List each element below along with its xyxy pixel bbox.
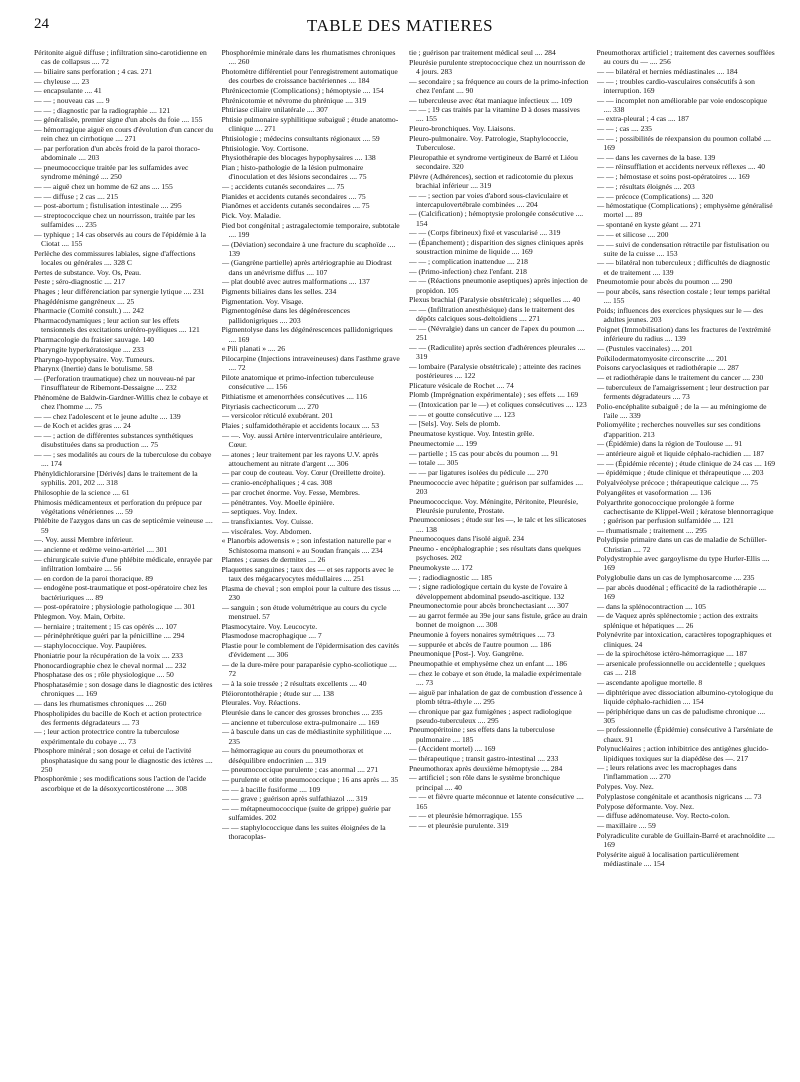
index-entry: — (Perforation traumatique) chez un nouveau-né par l'insufflateur de Ribemont-Dessaigne .... 232 [34,373,196,393]
index-entry: — — métapneumococcique (suite de grippe) guérie par sulfamides. 202 [221,804,391,823]
index-entry: — pneumococcique traitée par les sulfamides avec syndrome méningé .... 250 [34,162,189,182]
index-entry: — antérieure aiguë et liquide céphalo-rachidien .... 187 [596,449,765,459]
index-entry: — pénétrantes. Voy. Moelle épinière. [221,497,335,507]
index-entry: — — aiguë chez un homme de 62 ans .... 155 [34,181,173,191]
index-entry: Pharmacodynamiques ; leur action sur les effets tensionnels des excitations urétéro-pyéliques .... 121 [34,316,200,335]
index-entry: Pléiorontothérapie ; étude sur .... 138 [221,688,334,698]
index-entry: — ; accidents cutanés secondaires .... 75 [221,181,345,191]
index-entry: Polyradiculite curable de Guillain-Barré et arachnoïdite .... 169 [596,830,775,849]
index-entry: tie ; guérison par traitement médical seul .... 284 [409,48,556,57]
index-entry: Phényldichlorarsine [Dérivés] dans le traitement de la syphilis. 201, 202 .... 318 [34,468,198,488]
index-entry: Poids; influences des exercices physiques sur le — des adultes jeunes. 203 [596,305,764,325]
index-entry: Phosphorémie minérale dans les rhumatismes chroniques .... 260 [221,48,396,67]
index-entry: — ; radiodiagnostic .... 185 [409,572,493,582]
index-entry: Phtiriase ciliaire unilatérale .... 307 [221,105,328,115]
index-entry: — pour abcès, sans résection costale ; leur temps pariétal .... 155 [596,287,771,306]
index-entry: Phosphore minéral ; son dosage et celui de l'activité phosphatasique du sang pour le diagnostic des ictères .... 250 [34,746,213,774]
index-entry: — sanguin ; son étude volumétrique au cours du cycle menstruel. 57 [221,602,387,621]
index-entry: — aiguë par inhalation de gaz de combustion d'essence à plomb tétra-éthyle .... 295 [409,687,583,706]
index-entry: Polypes. Voy. Nez. [596,782,654,792]
index-entry: — ancienne et tuberculose extra-pulmonaire .... 169 [221,717,380,727]
index-entry: Polynucléaires ; action inhibitrice des antigènes glucido-lipidiques toxiques sur la diapédèse des —. 217 [596,744,769,763]
index-entry: — post-opératoire ; physiologie pathologique .... 301 [34,602,196,612]
index-entry: Pharynx (Inertie) dans le botulisme. 58 [34,364,153,374]
index-entry: Phoniatrie pour la récupération de la voix .... 233 [34,650,183,660]
index-entry: — versicolor réticulé exubérant. 201 [221,411,334,421]
index-entry: — viscérales. Voy. Abdomen. [221,526,312,536]
index-entry: — — ; hémostase et soins post-opératoires .... 169 [596,172,750,182]
index-entry: Pleurésie purulente streptococcique chez un nourrisson de 4 jours. 283 [409,57,586,76]
index-entry: Pneumokyste .... 172 [409,562,473,572]
index-entry: Pleurales. Voy. Réactions. [221,698,301,708]
index-entry: — staphylococcique. Voy. Paupières. [34,641,147,651]
index-entry: Polyalvéolyse précoce ; thérapeutique calcique .... 75 [596,478,759,488]
index-entry: Polydystrophie avec gargoylisme du type Hurler-Ellis .... 169 [596,554,770,573]
index-entry: Pityriasis cachecticorum .... 270 [221,401,319,411]
index-entry: Poliomyélite ; recherches nouvelles sur ses conditions d'apparition. 213 [596,420,761,439]
index-entry: Peste ; séro-diagnostic .... 217 [34,277,126,287]
index-entry: — arsenicale professionnelle ou accidentelle ; quelques cas .... 218 [596,659,766,678]
index-entry: Polyplastose congénitale et acanthosis nigricans .... 73 [596,791,762,801]
index-entry: — ancienne et œdème veino-artériel .... 301 [34,545,168,555]
index-entry: Pilocarpine (Injections intraveineuses) dans l'asthme grave .... 72 [221,354,400,373]
index-entry: — extra-pleural ; 4 cas .... 187 [596,114,689,124]
index-entry: Plicature vésicale de Rochet .... 74 [409,380,514,390]
index-entry: Perlèche des commissures labiales, signe d'affections locales ou générales .... 328 C [34,248,196,267]
index-entry: — pneumococcique purulente ; cas anormal .... 271 [221,765,379,775]
index-entry: Phénomène de Baldwin-Gardner-Willis chez le cobaye et chez l'homme .... 75 [34,392,209,412]
index-entry: Pianômes et accidents cutanés secondaires .... 75 [221,201,370,211]
index-entry: Pneumonectomie pour abcès bronchectasiant .... 307 [409,601,569,611]
index-entry: Pleuro-bronchiques. Voy. Liaisons. [409,124,516,134]
index-entry: Pleurésie dans le cancer des grosses bronches .... 235 [221,708,383,718]
index-entry: Pian ; histo-pathologie de la lésion pulmonaire d'inoculation et des lésions secondaires .... 75 [221,162,367,182]
index-entry: Pertes de substance. Voy. Os, Peau. [34,267,142,277]
index-entry: — —. Voy. aussi Artère interventriculaire antérieure, Cœur. [221,430,383,449]
index-entry: — — ; cas .... 235 [596,124,652,134]
index-entry: — — dans les cavernes de la base. 139 [596,152,716,162]
index-entry: Phrénicectomie (Complications) ; hémoptysie .... 154 [221,85,384,95]
index-entry: Phosphatasémie ; son dosage dans le diagnostic des ictères chroniques .... 169 [34,679,213,699]
index-entry: Physiothérapie des blocages hypophysaires .... 138 [221,153,376,163]
index-entry: — chronique par gaz fumigènes ; aspect radiologique pseudo-tuberculeux .... 295 [409,706,572,725]
index-columns [34,48,776,1070]
index-entry: — — bilatéral non tuberculeux ; difficultés de diagnostic et de traitement .... 139 [596,258,771,277]
index-entry: — (Primo-infection) chez l'enfant. 218 [409,266,527,276]
index-entry: — totale .... 305 [409,458,459,468]
index-entry: — de Koch et acides gras .... 24 [34,421,131,431]
index-entry: Pneumonique [Post-]. Voy. Gangrène. [409,649,524,659]
page-header [34,16,766,38]
index-entry: Plastie pour le comblement de l'épidermisation des cavités d'évidement .... 306 [221,641,399,660]
index-entry: — — ; ses modalités au cours de la tuberculose du cobaye .... 174 [34,450,212,469]
index-entry: — — réinsufflation et accidents nerveux réflexes .... 40 [596,162,766,172]
index-entry: — artificiel ; son rôle dans le système bronchique principal .... 40 [409,773,560,792]
index-entry: — — ; résultats éloignés .... 203 [596,181,695,191]
index-entry: — endogène post-traumatique et post-opératoire chez les bactériuriques .... 89 [34,583,208,602]
index-entry: Poignet (Immobilisation) dans les fractures de l'extrémité inférieure du radius .... 139 [596,324,771,344]
index-entry: — — (Réactions pneumonie aseptiques) après injection de propidon. 105 [409,276,588,295]
index-entry: — — et pleurésie purulente. 319 [409,820,509,830]
index-entry: — herniaire ; traitement ; 15 cas opérés .... 107 [34,621,177,631]
index-entry: Polyarthrite gonococcique prolongée à forme cachectisante de Klippel-Weil ; kératose blennorragique ; guérison par perfusion sulfamidée .... 121 [596,497,774,525]
index-entry: — partielle ; 15 cas pour abcès du poumon .... 91 [409,448,559,458]
index-entry: Péritonite aiguë diffuse ; infiltration sino-carotidienne en cas de collapsus .... 72 [34,48,207,67]
index-entry: — de Vaquez après splénectomie ; action des extraits splénique et hépatiques .... 26 [596,611,758,630]
index-entry: Phonocardiographie chez le cheval normal .... 232 [34,660,187,670]
index-entry: — — incomplet non améliorable par voie endoscopique .... 338 [596,95,768,114]
index-entry: — à la soie tressée ; 2 résultats excellents .... 40 [221,678,367,688]
index-entry: — (Intoxication par le —) et coliques consécutives .... 123 [409,400,587,410]
index-entry: Phrénicotomie et névrome du phrénique .... 319 [221,95,367,105]
index-entry: — — chez l'adolescent et le jeune adulte .... 139 [34,411,181,421]
index-entry: — (Accident mortel) .... 169 [409,744,496,754]
index-entry: Polynévrite par intoxication, caractères topographiques et cliniques. 24 [596,630,772,649]
index-entry: — ; leur action protectrice contre la tuberculose expérimentale du cobaye .... 73 [34,727,180,746]
index-entry: — — ; section par voies d'abord sous-claviculaire et intercapulovertébrale combinées .... 204 [409,190,569,209]
index-entry: — — et silicose .... 200 [596,229,669,239]
index-column [34,48,214,1070]
index-entry: — — ; 19 cas traités par la vitamine D à doses massives .... 155 [409,105,580,124]
index-entry: — ascendante apoligue mortelle. 8 [596,677,703,687]
index-entry: — ; signe radiologique certain du kyste de l'ovaire à développement abdominal pseudo-ascitique. 132 [409,582,568,601]
index-entry: Pneumectomie .... 199 [409,438,477,448]
index-entry: Phospholipides du bacille de Koch et action protectrice des ferments dégradateurs .... 73 [34,708,202,727]
index-entry: Plaies ; sulfamidothérapie et accidents locaux .... 53 [221,420,380,430]
index-entry: Pithiatisme et amenorrhées consécutives .... 116 [221,391,367,401]
page-number: 24 [34,16,49,32]
index-entry: Poïkilodermatomyosite circonscrite .... 201 [596,353,728,363]
index-entry: — diphtérique avec dissociation albumino-cytologique du liquide céphalo-rachidien .... 154 [596,687,774,706]
index-entry: — de la dure-mère pour paraparésie cypho-scoliotique .... 72 [221,660,397,679]
index-column [597,48,777,1070]
index-entry: — — précoce (Complications) .... 320 [596,191,714,201]
index-entry: Pick. Voy. Maladie. [221,210,281,220]
index-entry: — — et pleurésie hémorragique. 155 [409,811,523,821]
index-entry: Phosphorémie ; ses modifications sous l'action de l'acide ascorbique et de la désoxycorticostérone .... 308 [34,774,207,793]
index-entry: Pigments biliaires dans les selles. 234 [221,287,337,297]
index-entry: — — suivi de condensation rétractile par fistulisation ou suite de la cuisse .... 153 [596,239,770,258]
index-entry: Pneumothorax après deuxième hémoptysie .... 284 [409,763,563,773]
index-column [222,48,402,1070]
index-entry: Pneumoconioses ; étude sur les —, le talc et les silicatoses .... 138 [409,515,587,534]
index-entry: « Planorbis adowensis » ; son infestation naturelle par « Schistosoma mansoni » au Soudan français .... 234 [221,536,392,555]
index-entry: Polydipsie primaire dans un cas de maladie de Schüller-Christian .... 72 [596,535,767,554]
index-entry: Polypose déformante. Voy. Nez. [596,801,695,811]
index-entry: Photomètre différentiel pour l'enregistrement automatique des courbes de croissance bactériennes .... 184 [221,66,398,86]
index-entry: — professionnelle (Épidémie) consécutive à l'arséniate de chaux. 91 [596,725,773,744]
index-entry: Pharmacie (Comité consult.) .... 242 [34,306,144,316]
index-entry: — à bascule dans un cas de médiastinite syphilitique .... 235 [221,727,392,746]
index-entry: — (Pustules vaccinales) .... 201 [596,343,693,353]
index-entry: Polio-encéphalite subaiguë ; de la — au méningiome de l'aile .... 339 [596,401,767,420]
index-entry: — — ; diagnostic par la radiographie .... 121 [34,105,171,115]
index-entry: Polyglobulie dans un cas de lymphosarcome .... 235 [596,573,755,583]
index-entry: Pigmentolyse dans les dégénérescences pallidonigriques .... 169 [221,325,393,344]
index-entry: — (Gangrène partielle) après artériographie au Diodrast dans un anévrisme diffus .... 107 [221,258,392,277]
index-entry: — — à bacille fusiforme .... 109 [221,784,321,794]
index-entry: — par abcès duodénal ; efficacité de la radiothérapie .... 169 [596,582,767,602]
index-entry: — post-abortum ; fistulisation intestinale .... 295 [34,201,182,211]
index-entry: — (Épidémie) dans la région de Toulouse .... 91 [596,439,743,449]
index-entry: — — (Infiltration anesthésique) dans le traitement des dépôts calciques sous-deltoïdiens .... 271 [409,304,575,324]
index-entry: — — et goutte consécutive .... 123 [409,409,515,419]
page-title: TABLE DES MATIERES [306,16,494,35]
index-entry: —. Voy. aussi Membre inférieur. [34,535,133,545]
index-entry: — — et fièvre quarte méconnue et latente consécutive .... 165 [409,792,584,811]
index-entry: Plèvre (Adhérences), section et radicotomie du plexus brachial inférieur .... 319 [409,171,574,190]
index-entry: Plomb (Imprégnation expérimentale) ; ses effets .... 169 [409,390,579,400]
index-entry: — septiques. Voy. Index. [221,507,298,517]
index-entry: — encapsulante .... 41 [34,86,102,96]
index-entry: Pneumatose kystique. Voy. Intestin grêle. [409,429,535,439]
index-entry: — chez le cobaye et son étude, la maladie expérimentale .... 73 [409,668,582,687]
index-entry: Phages ; leur différenciation par synergie lytique .... 231 [34,287,205,297]
index-entry: Pneumocoques dans l'isolé aiguë. 234 [409,534,525,544]
index-entry: — — ; possibilités de réexpansion du poumon collabé .... 169 [596,133,771,153]
index-entry: Pneumothorax artificiel ; traitement des cavernes soufflées au cours du — .... 256 [596,48,775,67]
index-entry: — (Calcification) ; hémoptysie prolongée consécutive .... 154 [409,209,584,228]
index-entry: — hémostatique (Complications) ; emphysème généralisé mortel .... 89 [596,201,773,220]
index-entry: — par perforation d'un abcès froid de la paroi thoraco-abdominale .... 203 [34,144,201,163]
index-entry: — chyleuse .... 23 [34,76,90,86]
index-entry: — thérapeutique ; transit gastro-intestinal .... 233 [409,754,559,764]
index-entry: Phimosis médicamenteux et perforation du prépuce par végétations vénériennes .... 59 [34,497,202,516]
index-entry: « Pili planati » .... 26 [221,344,285,354]
index-entry: — chirurgicale suivie d'une phlébite médicale, enrayée par infiltration lombaire .... 56 [34,554,213,573]
index-entry: Poisons caryoclasiques et radiothérapie .... 287 [596,363,739,373]
index-entry: — périphérique dans un cas de paludisme chronique .... 305 [596,706,766,725]
index-entry: — biliaire sans perforation ; 4 cas. 271 [34,66,153,76]
index-entry: Polysérite aiguë à localisation particulièrement médiastinale .... 154 [596,849,740,868]
index-entry: — secondaire ; sa fréquence au cours de la primo-infection chez l'enfant .... 90 [409,76,589,95]
index-entry: — — diffuse ; 2 cas .... 215 [34,191,119,201]
index-entry: — au garrot fermée au 39e jour sans fistule, grâce au drain bonnet de moignon .... 308 [409,610,588,630]
index-entry: — — ; nouveau cas .... 9 [34,96,110,106]
index-entry: Pleuro-pulmonaire. Voy. Patrologie, Staphylococcie, Tuberculose. [409,133,569,153]
index-entry: Plaquettes sanguines ; taux des — et ses rapports avec le taux des mégacaryocytes médullaires .... 251 [221,564,394,584]
index-entry: — par coup de couteau. Voy. Cœur (Oreillette droite). [221,468,385,478]
index-entry: — — staphylococcique dans les suites éloignées de la thoracoplas- [221,822,386,842]
index-entry: — atones ; leur traitement par les rayons U.V. après attouchement au nitrate d'argent .... 306 [221,449,379,468]
index-entry: — [Sels]. Voy. Sels de plomb. [409,419,501,429]
index-entry: Pleuropathie et syndrome vertigineux de Barré et Liéou secondaire. 320 [409,152,578,171]
index-entry: — — (Épidémie récente) ; étude clinique de 24 cas .... 169 [596,458,776,468]
index-entry: Phtisiologie ; médecins consultants régionaux .... 59 [221,133,380,143]
index-entry: — — (Corps fibrineux) fixé et vascularisé .... 319 [409,228,561,238]
index-entry: — — (Névralgie) dans un cancer de l'apex du poumon .... 251 [409,323,585,343]
index-entry: — par crochet énorme. Voy. Fesse, Membres. [221,487,360,497]
index-entry: Pharmacologie du fraisier sauvage. 140 [34,335,154,345]
index-entry: — hémorragique au cours du pneumothorax et déséquilibre endocrinien .... 319 [221,746,364,765]
index-entry: — suppurée et abcès de l'autre poumon .... 186 [409,639,552,649]
index-entry: — (Déviation) secondaire à une fracture du scaphoïde .... 139 [221,239,396,258]
index-entry: Pharyngite hyperkératosique .... 233 [34,344,144,354]
index-entry: Pigmentation. Voy. Visage. [221,296,304,306]
index-entry: — — grave ; guérison après sulfathiazol .... 319 [221,794,368,804]
index-entry: Pneumopathie et emphysème chez un enfant .... 186 [409,659,567,668]
index-entry: — (Épanchement) ; disparition des signes cliniques après soustraction minime de liquide .... 169 [409,238,584,257]
index-entry: Plasmodose macrophagique .... 7 [221,631,322,641]
index-entry: — ; leurs relations avec les macrophages dans l'inflammation .... 270 [596,763,737,782]
index-entry: — tuberculeux de l'amaigrissement ; leur destruction par ferments dégradateurs .... 73 [596,382,769,401]
index-entry: Pigmentogénèse dans les dégénérescences pallidonigriques .... 203 [221,306,350,325]
index-entry: — rhumatismale ; traitement .... 295 [596,525,707,535]
index-entry: Pneumonie à foyers nonaires symétriques .... 73 [409,629,555,639]
index-entry: — épidémique ; étude clinique et thérapeutique .... 203 [596,468,764,478]
index-entry: — purulente et otite pneumococcique ; 16 ans après .... 35 [221,774,399,784]
index-entry: — typhique ; 14 cas observés au cours de l'épidémie à la Ciotat .... 155 [34,229,206,249]
index-entry: — streptococcique chez un nourrisson, traitée par les sulfamides .... 235 [34,210,196,230]
index-entry: — — bilatéral et hernies médiastinales .... 184 [596,66,738,76]
index-entry: — — ; troubles cardio-vasculaires consécutifs à son interruption. 169 [596,76,755,95]
index-entry: Pneumo - encéphalographie ; ses résultats dans quelques psychoses. 202 [409,544,581,563]
index-entry: — plat doublé avec autres malformations .... 137 [221,277,370,287]
index-entry: — généralisée, premier signe d'un abcès du foie .... 155 [34,115,203,125]
index-entry: — lombaire (Paralysie obstétricale) ; atteinte des racines postérieures .... 122 [409,361,581,380]
index-column [409,48,589,1070]
index-entry: Phtisiologie. Voy. Cortisone. [221,143,309,153]
index-entry: — périnéphrétique guéri par la pénicilline .... 294 [34,631,185,641]
index-entry: Philosophie de la science .... 61 [34,487,130,497]
index-entry: Pharyngo-hypophysaire. Voy. Tumeurs. [34,354,155,364]
index-entry: — diffuse adénomateuse. Voy. Recto-colon. [596,811,730,821]
index-entry: — cranio-encéphaliques ; 4 cas. 308 [221,478,332,488]
index-entry: — — ; complication inattendue .... 218 [409,256,528,266]
index-entry: — dans les rhumatismes chroniques .... 260 [34,698,167,708]
index-entry: Pneumopéritoine ; ses effets dans la tuberculose pulmonaire .... 185 [409,725,555,744]
index-entry: Plasma de cheval ; son emploi pour la culture des tissus .... 230 [221,583,401,603]
index-entry: — hémorragique aiguë en cours d'évolution d'un cancer du rein chez un cirrhotique .... 271 [34,125,214,144]
index-entry: Plasmocytaire. Voy. Leucocyte. [221,621,318,631]
index-entry: Polyangéites et vasoformation .... 136 [596,487,712,497]
index-entry: — transfixiantes. Voy. Cuisse. [221,516,314,526]
index-entry: — en cordon de la paroi thoracique. 89 [34,573,153,583]
index-entry: — dans la splénocontraction .... 105 [596,601,706,611]
index-entry: Plexus brachial (Paralysie obstétricale) ; séquelles .... 40 [409,295,581,305]
index-entry: Phtisie pulmonaire syphilitique subaiguë ; étude anatomo-clinique .... 271 [221,114,399,134]
index-entry: — de la spirochétose ictéro-hémorragique .... 187 [596,649,748,659]
index-entry: Phagédénisme gangréneux .... 25 [34,296,135,306]
index-entry: — maxillaire .... 59 [596,820,656,830]
index-entry: Pneumotomie pour abcès du poumon .... 290 [596,277,733,287]
index-entry: — spontané en kyste géant .... 271 [596,220,702,230]
index-entry: — et radiothérapie dans le traitement du cancer .... 230 [596,372,764,382]
index-entry: — — par ligatures isolées du pédicule .... 270 [409,467,549,477]
index-entry: — — ; action de différentes substances synthétiques disubstituées dans sa production .... 75 [34,431,194,450]
index-entry: Phosphatase des os ; rôle physiologique .... 50 [34,670,174,680]
index-entry: — tuberculeuse avec état maniaque infectieux .... 109 [409,95,572,105]
index-entry: Pneumococcie avec hépatite ; guérison par sulfamides .... 203 [409,477,583,496]
index-entry: Plantes ; causes de dermites .... 26 [221,555,326,565]
index-entry: Pianides et accidents cutanés secondaires .... 75 [221,191,366,201]
index-entry: Pilote anatomique et primo-infection tuberculeuse consécutive .... 156 [221,372,374,392]
index-entry: Phlébite de l'azygos dans un cas de septicémie veineuse .... 59 [34,516,213,535]
index-entry: Pied bot congénital ; astragalectomie temporaire, subtotale .... 199 [221,220,400,239]
index-entry: Phlegmon. Voy. Main, Orbite. [34,611,125,621]
index-entry: Pneumococcique. Voy. Méningite, Péritonite, Pleurésie, Pleurésie purulente, Prostate. [409,496,579,515]
index-entry: — — (Radiculite) après section d'adhérences pleurales .... 319 [409,342,586,361]
